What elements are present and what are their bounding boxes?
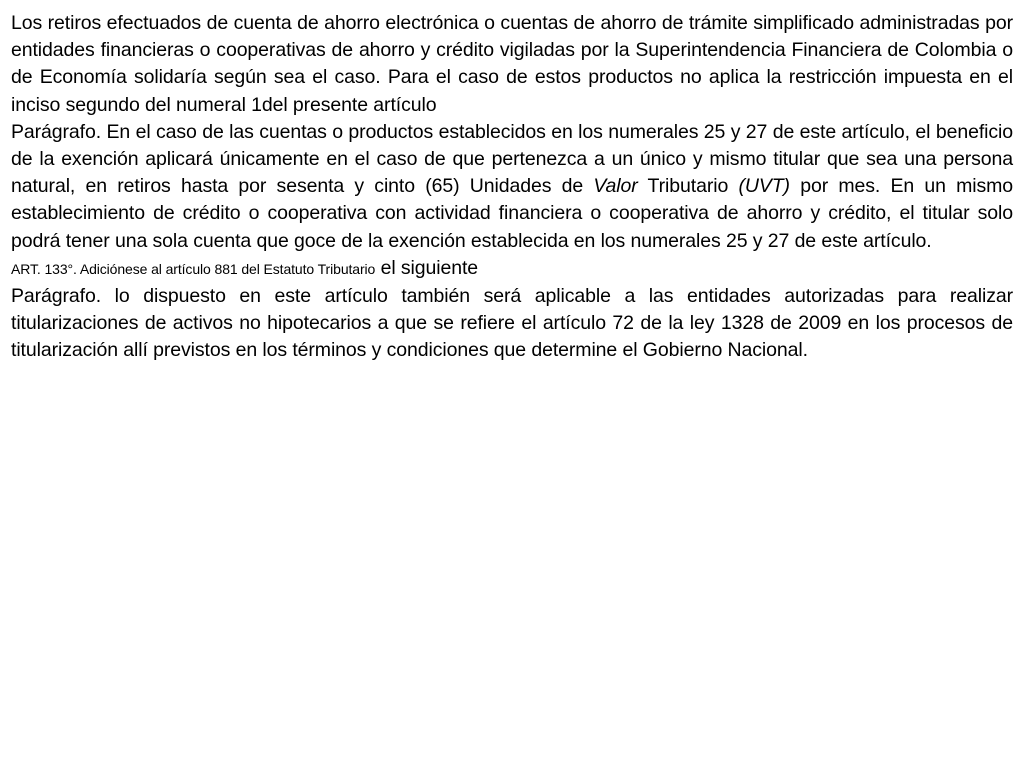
paragraph-text: Parágrafo. En el caso de las cuentas o productos establecidos en los numerales 25 y 27 de este artículo, el beneficio de la exención aplicará únicamente en el caso de que pertenezca a un único y mismo titular que sea una persona natural, en retiros hasta por sesenta y cinto (65) Unidades de	[11, 120, 1013, 198]
article-heading	[11, 255, 1013, 283]
article-heading-small: ART. 133°. Adiciónese al artículo 881 del Estatuto Tributario	[11, 260, 376, 277]
document-body	[11, 10, 1013, 365]
article-heading-normal: el siguiente	[375, 256, 479, 279]
paragraph-paragrafo-exencion	[11, 119, 1013, 255]
italic-uvt: (UVT)	[738, 175, 790, 198]
paragraph-text: por mes. En un mismo establecimiento de crédito o cooperativa con actividad financiera o cooperativa de ahorro y crédito, el titular solo podrá tener una sola cuenta que goce de la exención establecida en los numerales 25 y 27 de este artículo.	[11, 175, 1013, 252]
paragraph-text: Tributario	[637, 175, 739, 198]
italic-valor: Valor	[593, 175, 638, 198]
paragraph-paragrafo-titularizacion: Parágrafo. lo dispuesto en este artículo también será aplicable a las entidades autorizadas para realizar titularizaciones de activos no hipotecarios a que se refiere el artículo 72 de la ley 1328 de 2009 en los procesos de titularización allí previstos en los términos y condiciones que determine el Gobierno Nacional.	[11, 285, 1013, 362]
paragraph-retiros: Los retiros efectuados de cuenta de ahorro electrónica o cuentas de ahorro de trámite simplificado administradas por entidades financieras o cooperativas de ahorro y crédito vigiladas por la Superintendencia Financiera de Colombia o de Economía solidaría según sea el caso. Para el caso de estos productos no aplica la restricción impuesta en el inciso segundo del numeral 1del presente artículo	[11, 12, 1013, 116]
